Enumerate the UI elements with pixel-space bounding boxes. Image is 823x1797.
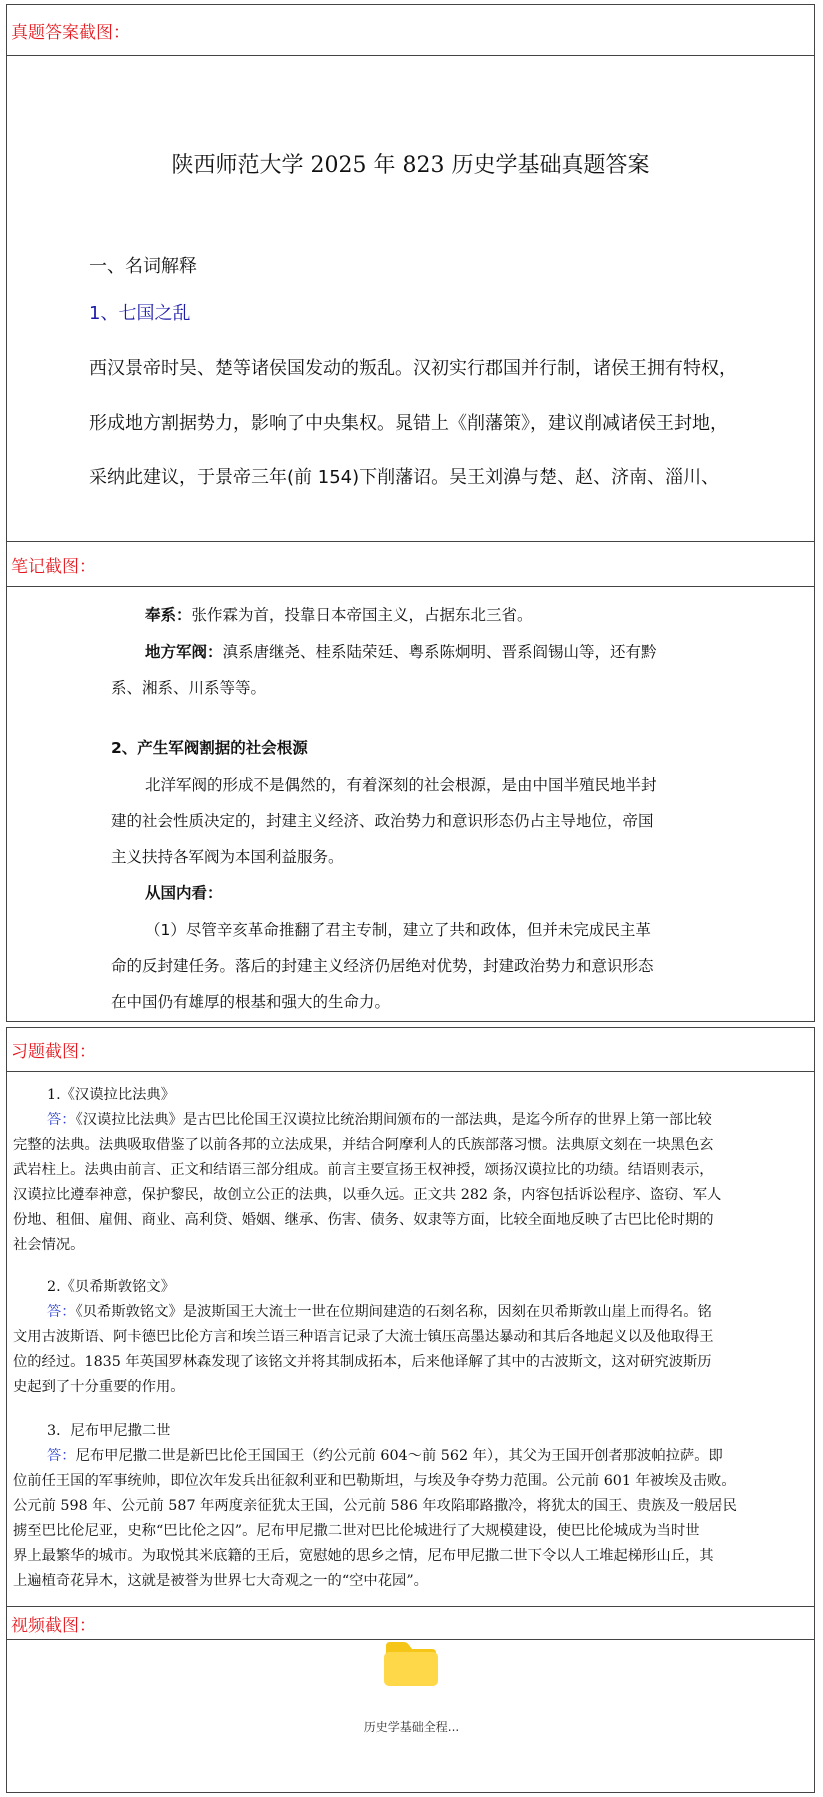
exercise-item-line-text: 《汉谟拉比法典》是古巴比伦国王汉谟拉比统治期间颁布的一部法典，是迄今所存的世界上第一部比较 <box>75 1112 712 1128</box>
notes-para1-line-2: 建的社会性质决定的，封建主义经济、政治势力和意识形态仍占主导地位，帝国 <box>111 812 654 830</box>
exercise-item-line: 社会情况。 <box>13 1237 85 1253</box>
video-screenshot-header <box>6 1606 815 1640</box>
exercise-item-line-text: 尼布甲尼撒二世是新巴比伦王国国王（约公元前 604～前 562 年），其父为王国开创者那波帕拉萨。即 <box>75 1448 723 1464</box>
exercise-item-line: 公元前 598 年、公元前 587 年两度亲征犹太王国，公元前 586 年攻陷耶路撒冷，将犹太的国王、贵族及一般居民 <box>13 1498 737 1514</box>
answer-header-label: 真题答案截图： <box>11 22 130 43</box>
exercise-item-line: 份地、租佃、雇佣、商业、高利贷、婚姻、继承、伤害、债务、奴隶等方面，比较全面地反映了古巴比伦时期的 <box>13 1212 714 1228</box>
domestic-label: 从国内看： <box>145 884 223 902</box>
exercise-item-line: 位的经过。1835 年英国罗林森发现了该铭文并将其制成拓本，后来他译解了其中的古波斯文，这对研究波斯历 <box>13 1354 712 1370</box>
local-warlords-paragraph <box>145 640 657 662</box>
local-warlords-label: 地方军阀： <box>145 643 223 661</box>
notes-para2-line-1: （1）尽管辛亥革命推翻了君主专制，建立了共和政体，但并未完成民主革 <box>145 921 651 939</box>
section-heading: 一、名词解释 <box>89 256 197 277</box>
exercise-header-label: 习题截图： <box>11 1042 96 1062</box>
exercise-screenshot-header <box>6 1027 815 1072</box>
notes-para2-line-3: 在中国仍有雄厚的根基和强大的生命力。 <box>111 993 391 1011</box>
exercise-item-line: 界上最繁华的城市。为取悦其米底籍的王后，宽慰她的思乡之情，尼布甲尼撒二世下令以人工堆起梯形山丘，其 <box>13 1548 714 1564</box>
notes-para1-line-1: 北洋军阀的形成不是偶然的，有着深刻的社会根源，是由中国半殖民地半封 <box>145 776 657 794</box>
notes-para1-line-3: 主义扶持各军阀为本国利益服务。 <box>111 848 344 866</box>
local-warlords-text-2: 系、湘系、川系等等。 <box>111 679 267 697</box>
answer-prefix: 答： <box>47 1304 76 1320</box>
answer-prefix: 答： <box>47 1448 76 1464</box>
notes-screenshot-panel <box>6 586 815 1022</box>
fengxi-label: 奉系： <box>145 606 192 624</box>
exercise-item-line <box>47 1301 712 1321</box>
exam-answer-title: 陕西师范大学 2025 年 823 历史学基础真题答案 <box>171 153 650 178</box>
exercise-item-line: 上遍植奇花异木，这就是被誉为世界七大奇观之一的“空中花园”。 <box>13 1573 428 1589</box>
exercise-item-line: 位前任王国的军事统帅，即位次年发兵出征叙利亚和巴勒斯坦，与埃及争夺势力范围。公元前 601 年被埃及击败。 <box>13 1473 736 1489</box>
exercise-item-line-text: 《贝希斯敦铭文》是波斯国王大流士一世在位期间建造的石刻名称，因刻在贝希斯敦山崖上而得名。铭 <box>75 1304 712 1320</box>
exercise-item-line: 武岩柱上。法典由前言、正文和结语三部分组成。前言主要宣扬王权神授，颂扬汉谟拉比的功绩。结语则表示， <box>13 1162 714 1178</box>
exercise-screenshot-panel <box>6 1071 815 1607</box>
notes-para2-line-2: 命的反封建任务。落后的封建主义经济仍居绝对优势，封建政治势力和意识形态 <box>111 957 654 975</box>
video-header-label: 视频截图： <box>11 1615 96 1636</box>
answer-screenshot-header <box>6 4 815 56</box>
answer-line-1: 西汉景帝时吴、楚等诸侯国发动的叛乱。汉初实行郡国并行制，诸侯王拥有特权， <box>89 358 737 379</box>
exercise-item-title: 2.《贝希斯敦铭文》 <box>47 1279 176 1295</box>
answer-line-2: 形成地方割据势力，影响了中央集权。晁错上《削藩策》，建议削减诸侯王封地， <box>89 413 728 434</box>
exercise-item-title: 3．尼布甲尼撒二世 <box>47 1423 171 1439</box>
answer-screenshot-panel <box>6 55 815 542</box>
notes-screenshot-header <box>6 541 815 587</box>
answer-prefix: 答： <box>47 1112 76 1128</box>
exercise-item-line: 文用古波斯语、阿卡德巴比伦方言和埃兰语三种语言记录了大流士镇压高墨达暴动和其后各地起义以及他取得王 <box>13 1329 714 1345</box>
exercise-item-line <box>47 1109 712 1129</box>
notes-header-label: 笔记截图： <box>11 556 96 577</box>
exercise-item-line: 完整的法典。法典吸取借鉴了以前各邦的立法成果，并结合阿摩利人的氏族部落习惯。法典原文刻在一块黑色玄 <box>13 1137 714 1153</box>
local-warlords-text: 滇系唐继尧、桂系陆荣廷、粤系陈炯明、晋系阎锡山等，还有黔 <box>222 643 657 661</box>
fengxi-text: 张作霖为首，投靠日本帝国主义，占据东北三省。 <box>191 606 533 624</box>
term-title: 1、七国之乱 <box>89 303 191 324</box>
notes-subheading: 2、产生军阀割据的社会根源 <box>111 739 308 757</box>
exercise-item-line <box>47 1445 723 1465</box>
file-label[interactable]: 历史学基础全程... <box>363 1720 460 1734</box>
answer-line-3: 采纳此建议，于景帝三年(前 154)下削藩诏。吴王刘濞与楚、赵、济南、淄川、 <box>89 467 720 488</box>
exercise-item-line: 史起到了十分重要的作用。 <box>13 1379 185 1395</box>
exercise-item-line: 掳至巴比伦尼亚，史称“巴比伦之囚”。尼布甲尼撒二世对巴比伦城进行了大规模建设，使巴比伦城成为当时世 <box>13 1523 700 1539</box>
folder-icon[interactable] <box>382 1640 440 1688</box>
exercise-item-line: 汉谟拉比遵奉神意，保护黎民，故创立公正的法典，以垂久远。正文共 282 条，内容包括诉讼程序、盗窃、军人 <box>13 1187 722 1203</box>
exercise-item-title: 1.《汉谟拉比法典》 <box>47 1087 176 1103</box>
fengxi-paragraph <box>145 603 533 625</box>
